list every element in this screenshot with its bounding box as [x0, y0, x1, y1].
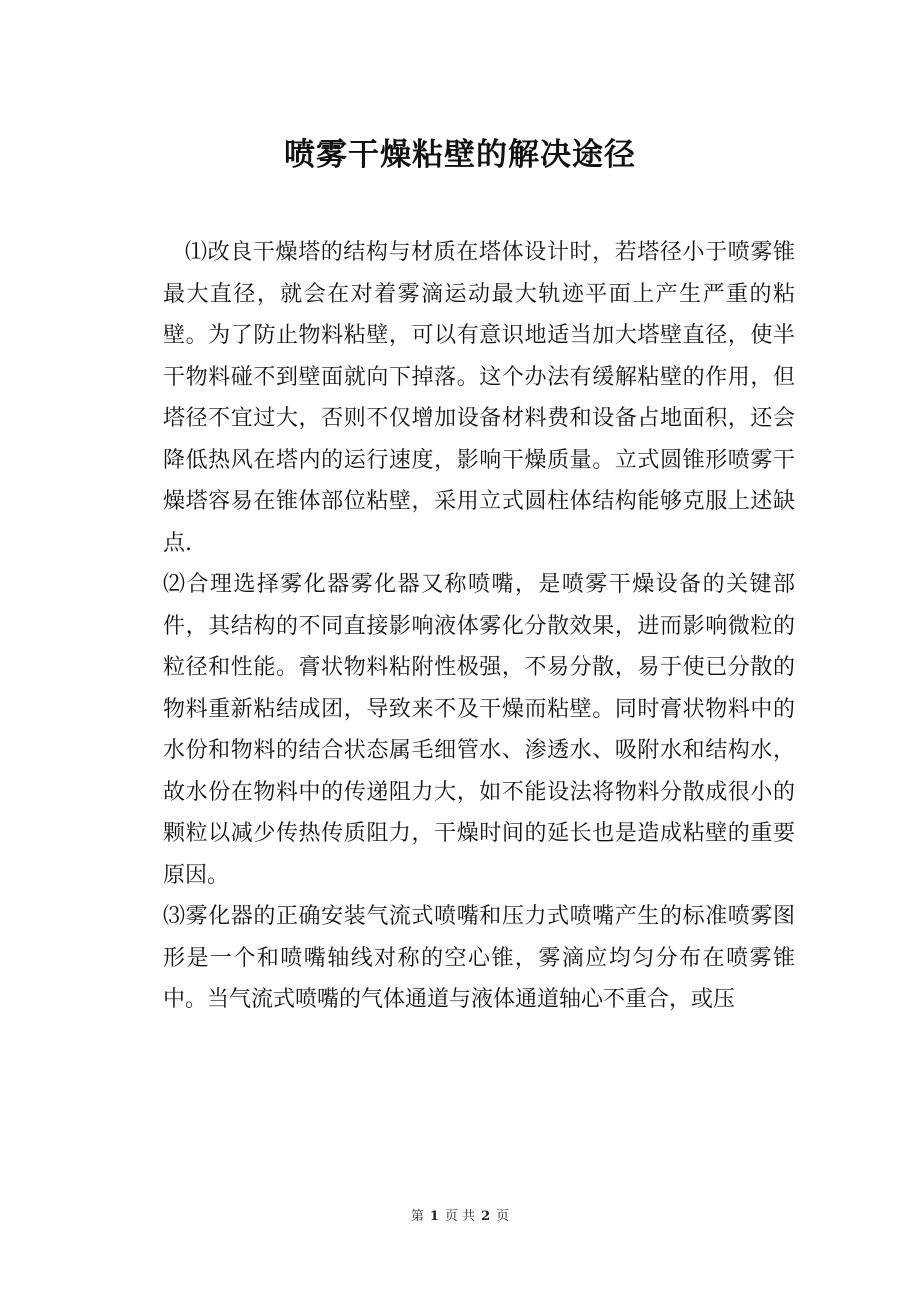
footer-current-page: 1 — [429, 1209, 439, 1224]
footer-label-page: 第 — [410, 1209, 424, 1224]
document-title: 喷雾干燥粘壁的解决途径 — [284, 137, 636, 173]
footer-total-pages: 2 — [481, 1209, 491, 1224]
footer-label-pages: 页 — [496, 1209, 510, 1224]
footer-label-of: 页 共 — [444, 1209, 476, 1224]
paragraph-3: ⑶雾化器的正确安装气流式喷嘴和压力式喷嘴产生的标准喷雾图形是一个和喷嘴轴线对称的空心锥，雾滴应均匀分布在喷雾锥中。当气流式喷嘴的气体通道与液体通道轴心不重合，或压 — [163, 904, 795, 1012]
page-footer — [0, 1207, 920, 1227]
document-body — [163, 232, 795, 1021]
paragraph-1: ⑴改良干燥塔的结构与材质在塔体设计时，若塔径小于喷雾锥最大直径，就会在对着雾滴运动最大轨迹平面上产生严重的粘壁。为了防止物料粘壁，可以有意识地适当加大塔壁直径，使半干物料碰不到壁面就向下掉落。这个办法有缓解粘壁的作用，但塔径不宜过大，否则不仅增加设备材料费和设备占地面积，还会降低热风在塔内的运行速度，影响干燥质量。立式圆锥形喷雾干燥塔容易在锥体部位粘壁，采用立式圆柱体结构能够克服上述缺点. — [163, 240, 795, 556]
paragraph-2: ⑵合理选择雾化器雾化器又称喷嘴，是喷雾干燥设备的关键部件，其结构的不同直接影响液体雾化分散效果，进而影响微粒的粒径和性能。膏状物料粘附性极强，不易分散，易于使已分散的物料重新粘结成团，导致来不及干燥而粘壁。同时膏状物料中的水份和物料的结合状态属毛细管水、渗透水、吸附水和结构水，故水份在物料中的传递阻力大，如不能设法将物料分散成很小的颗粒以减少传热传质阻力，干燥时间的延长也是造成粘壁的重要原因。 — [163, 572, 795, 888]
